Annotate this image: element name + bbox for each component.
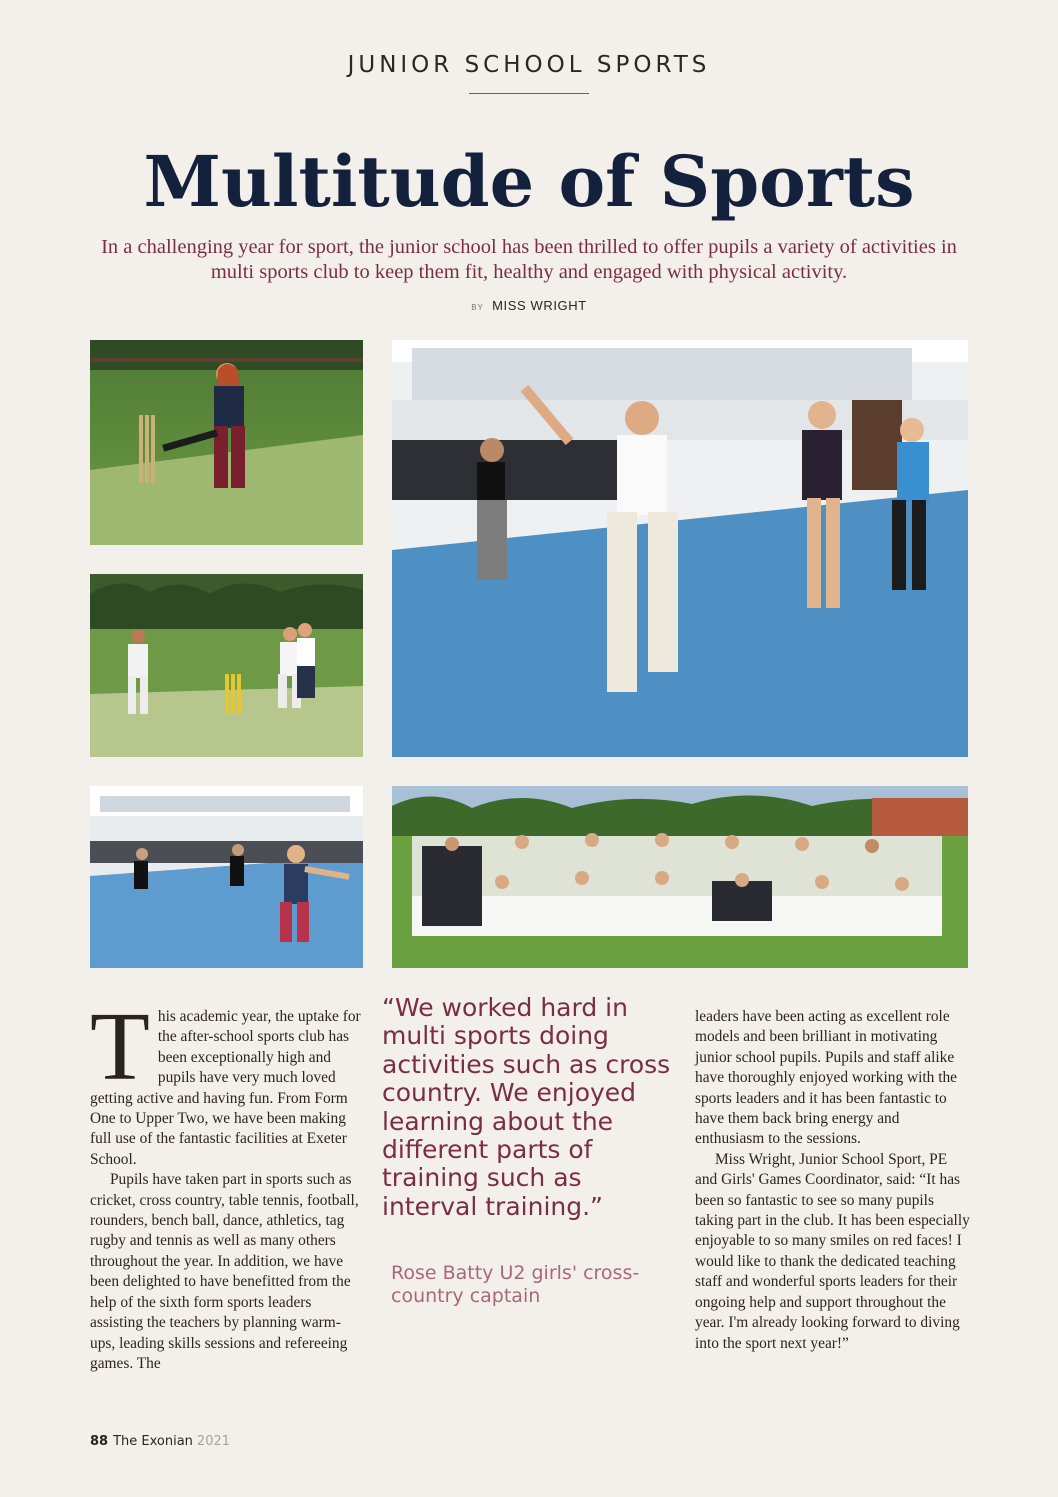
byline xyxy=(0,298,1058,313)
page-footer xyxy=(90,1434,230,1449)
body-paragraph xyxy=(90,993,362,1170)
section-kicker: JUNIOR SCHOOL SPORTS xyxy=(347,52,711,78)
kicker-divider xyxy=(469,93,589,94)
page-title: Multitude of Sports xyxy=(143,140,915,223)
photo-dance-class xyxy=(392,340,968,757)
byline-prefix: BY xyxy=(471,303,484,312)
standfirst: In a challenging year for sport, the junior school has been thrilled to offer pupils a variety of activities in multi sports club to keep them fit, healthy and engaged with physical activity. xyxy=(101,236,957,283)
photo-group xyxy=(392,786,968,968)
pull-quote-attribution: Rose Batty U2 girls' cross-country captain xyxy=(391,1262,640,1307)
page-number: 88 xyxy=(90,1434,109,1449)
publication-year: 2021 xyxy=(196,1434,231,1449)
body-paragraph: Pupils have taken part in sports such as cricket, cross country, table tennis, football, rounders, bench ball, dance, athletics, tag rugby and tennis as well as many others throughout the year. In addition, we have been delighted to have benefitted from the help of the sixth form sports leaders assisting the teachers by planning warm-ups, leading skills sessions and refereeing games. The xyxy=(90,1171,359,1372)
photo-cricket-match xyxy=(90,574,363,757)
photo-girl-batting xyxy=(90,340,363,545)
drop-cap: T xyxy=(90,993,150,1101)
body-paragraph: Miss Wright, Junior School Sport, PE and Girls' Games Coordinator, said: “It has been so fantastic to see so many pupils taking part in the club. It has been especially enjoyable to so many smiles on red faces! I would like to thank the dedicated teaching staff and wonderful sports leaders for their ongoing help and support throughout the year. I'm already looking forward to diving into the sport next year!” xyxy=(695,1150,970,1352)
publication-name: The Exonian xyxy=(113,1434,193,1449)
body-paragraph: leaders have been acting as excellent role models and been brilliant in motivating junior school pupils. Pupils and staff alike have thoroughly enjoyed working with the sports leaders and it has been fantastic to have them back bring energy and enthusiasm to the sessions. xyxy=(695,1008,958,1148)
photo-dance-class-small xyxy=(90,786,363,968)
body-column-1 xyxy=(90,993,362,1374)
body-text: his academic year, the uptake for the after-school sports club has been exceptionally high and pupils have very much loved getting active and having fun. From Form One to Upper Two, we have been making full use of the fantastic facilities at Exeter School. xyxy=(90,1008,361,1168)
body-column-3 xyxy=(695,1007,970,1354)
pull-quote: “We worked hard in multi sports doing activities such as cross country. We enjoyed learning about the different parts of training such as interval training.” xyxy=(382,993,671,1221)
byline-author: MISS WRIGHT xyxy=(492,298,587,313)
